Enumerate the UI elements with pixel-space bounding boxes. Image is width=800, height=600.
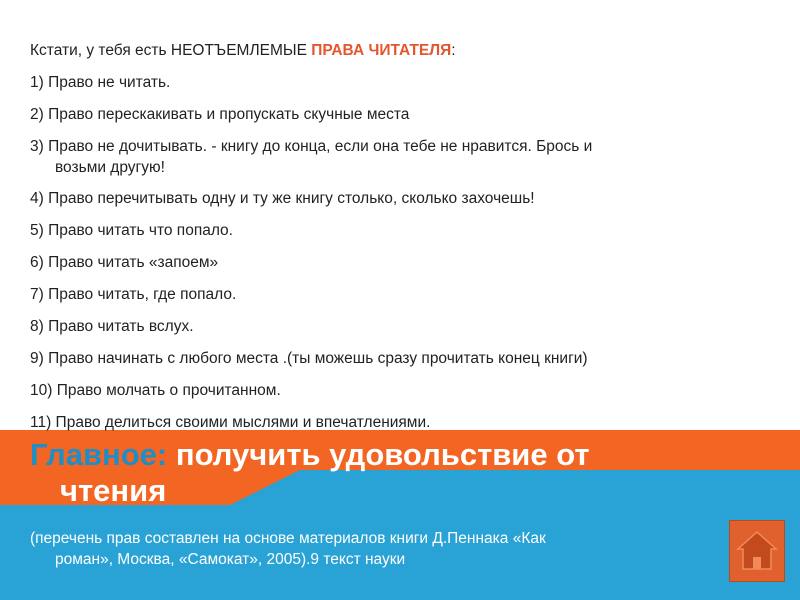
right-item-6: 6) Право читать «запоем»: [30, 254, 219, 271]
right-item-3: 3) Право не дочитывать. - книгу до конца, если она тебе не нравится. Брось и возьми другую!: [30, 138, 593, 176]
main-heading-rest: получить удовольствие от: [167, 437, 590, 472]
main-heading: [30, 437, 790, 509]
right-item-5: 5) Право читать что попало.: [30, 222, 233, 239]
intro-line: Кстати, у тебя есть НЕОТЪЕМЛЕМЫЕ ПРАВА ЧИТАТЕЛЯ:: [30, 42, 456, 59]
right-item-4: 4) Право перечитывать одну и ту же книгу столько, сколько захочешь!: [30, 190, 535, 207]
main-heading-lead: Главное:: [30, 437, 168, 472]
right-item-8: 8) Право читать вслух.: [30, 318, 194, 335]
home-button[interactable]: [729, 520, 785, 582]
right-item-9: 9) Право начинать с любого места .(ты можешь сразу прочитать конец книги): [30, 350, 588, 367]
home-icon: [735, 529, 779, 573]
right-item-1: 1) Право не читать.: [30, 74, 171, 91]
right-item-11: 11) Право делиться своими мыслями и впечатлениями.: [30, 414, 431, 431]
right-item-10: 10) Право молчать о прочитанном.: [30, 382, 281, 399]
highlight-text: ПРАВА ЧИТАТЕЛЯ: [311, 42, 452, 59]
right-item-7: 7) Право читать, где попало.: [30, 286, 237, 303]
right-item-2: 2) Право перескакивать и пропускать скучные места: [30, 106, 410, 123]
source-note: (перечень прав составлен на основе материалов книги Д.Пеннака «Как роман», Москва, «Самокат», 2005).9 текст науки: [30, 530, 546, 568]
main-heading-rest-cont: чтения: [60, 473, 167, 508]
rights-list: [30, 40, 780, 444]
